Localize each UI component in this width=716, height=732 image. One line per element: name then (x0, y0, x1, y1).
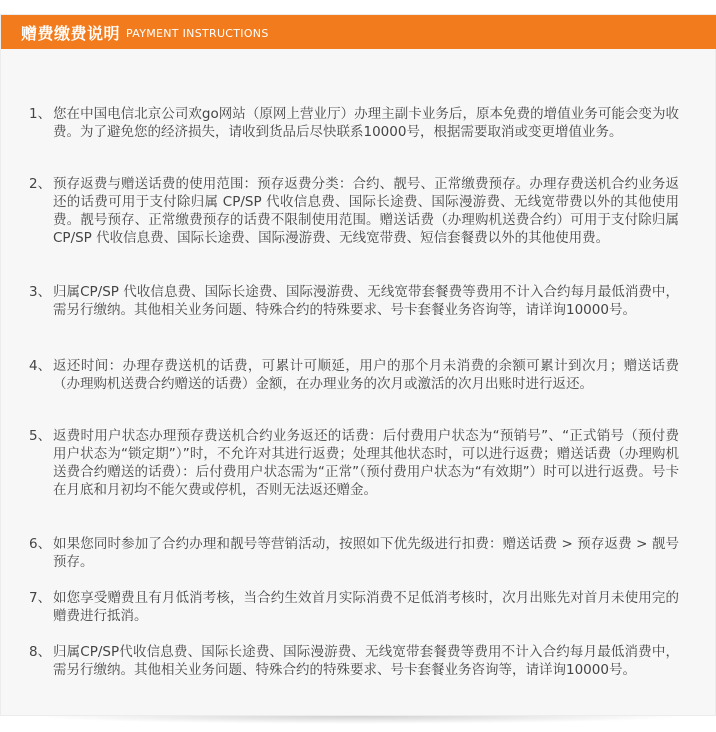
list-item (29, 283, 679, 319)
item-text: 如果您同时参加了合约办理和靓号等营销活动，按照如下优先级进行扣费：赠送话费 > 预存返费 > 靓号预存。 (53, 536, 679, 570)
list-item (29, 427, 679, 499)
item-number: 6、 (29, 536, 52, 552)
item-text: 返还时间：办理存费送机的话费，可累计可顺延，用户的那个月未消费的余额可累计到次月；赠送话费（办理购机送费合约赠送的话费）金额，在办理业务的次月或激活的次月出账时进行返还。 (53, 358, 679, 392)
list-item (29, 357, 679, 393)
item-text: 如您享受赠费且有月低消考核，当合约生效首月实际消费不足低消考核时，次月出账先对首月未使用完的赠费进行抵消。 (53, 590, 679, 624)
item-text: 归属CP/SP 代收信息费、国际长途费、国际漫游费、无线宽带套餐费等费用不计入合约每月最低消费中，需另行缴纳。其他相关业务问题、特殊合约的特殊要求、号卡套餐业务咨询等，请详询10000号。 (53, 284, 679, 318)
payment-instructions-panel (0, 14, 716, 716)
header-title-en: PAYMENT INSTRUCTIONS (126, 26, 269, 40)
item-text: 归属CP/SP代收信息费、国际长途费、国际漫游费、无线宽带套餐费等费用不计入合约每月最低消费中，需另行缴纳。其他相关业务问题、特殊合约的特殊要求、号卡套餐业务咨询等，请详询10000号。 (53, 644, 679, 678)
list-item (29, 105, 679, 141)
list-item (29, 535, 679, 571)
item-number: 2、 (29, 176, 52, 192)
item-number: 4、 (29, 358, 52, 374)
item-number: 7、 (29, 590, 52, 606)
item-text: 您在中国电信北京公司欢go网站（原网上营业厅）办理主副卡业务后，原本免费的增值业务可能会变为收费。为了避免您的经济损失，请收到货品后尽快联系10000号，根据需要取消或变更增值业务。 (53, 106, 679, 140)
list-item (29, 589, 679, 625)
item-text: 预存返费与赠送话费的使用范围：预存返费分类：合约、靓号、正常缴费预存。办理存费送机合约业务返还的话费可用于支付除归属 CP/SP 代收信息费、国际长途费、国际漫游费、无线宽带费以外的其他使用费。靓号预存、正常缴费预存的话费不限制使用范围。赠送话费（办理购机送费合约）可用于支付除归属 CP/SP 代收信息费、国际长途费、国际漫游费、无线宽带费、短信套餐费以外的其他使用费。 (53, 176, 679, 246)
list-item (29, 643, 679, 679)
item-number: 8、 (29, 644, 52, 660)
panel-shadow (30, 716, 686, 724)
item-text: 返费时用户状态办理预存费送机合约业务返还的话费：后付费用户状态为“预销号”、“正式销号（预付费用户状态为“锁定期”）”时，不允许对其进行返费；处理其他状态时，可以进行返费；赠送话费（办理购机送费合约赠送的话费）：后付费用户状态需为“正常”（预付费用户状态为“有效期”）时可以进行返费。号卡在月底和月初均不能欠费或停机，否则无法返还赠金。 (53, 428, 679, 498)
item-number: 1、 (29, 106, 52, 122)
item-number: 3、 (29, 284, 52, 300)
item-number: 5、 (29, 428, 52, 444)
list-item (29, 175, 679, 247)
section-header (1, 15, 716, 49)
header-title-cn: 赠费缴费说明 (21, 23, 121, 43)
